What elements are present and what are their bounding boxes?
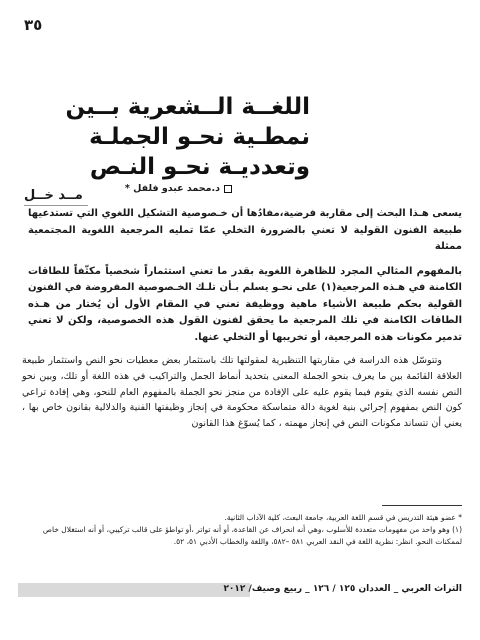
square-bullet-icon bbox=[224, 185, 232, 193]
abstract-paragraph-2: بالمفهوم المثالي المجرد للظاهرة اللغوية بقدر ما تعني استثماراً شخصياً مكثّفاً للطاقات الكامنة في هـذه المرجعية(١) على نحـو يسلم بـأن تلـك الخـصوصية المفروضة في الفنون القولية بحكم طبيعة الأشياء ماهية ووظيفة تعني في المقام الأول أن يُختار من هـذه الطاقات الكامنة في تلك المرجعية ما يحقق لفنون القول هذه الخصوصية، ولكن لا تعني تدمير مكونات هذه المرجعية، أو تخريبها أو التخلي عنها. bbox=[28, 265, 462, 343]
footnote-2: (١) وهو واحد من مفهومات متعددة للأسلوب ،وهي أنه انحراف عن القاعدة، أو أنه تواتر ،أو تواطؤ على قالب تركيبي، أو أنه استغلال خاص لممكنات النحو. انظر: نظرية اللغة في النقد العربي ٥٨١ –٥٨٢، واللغة والخطاب الأدبي ٥١، ٥٢. bbox=[42, 525, 462, 546]
body-text bbox=[22, 353, 462, 432]
article-title bbox=[65, 92, 310, 182]
author-line bbox=[125, 183, 232, 194]
abstract bbox=[28, 206, 462, 354]
footnote-separator bbox=[382, 505, 462, 506]
abstract-paragraph-1: يسعى هـذا البحث إلى مقاربة فرضية،مفادُها أن خـصوصية التشكيل اللغوي التي تستدعيها طبيعة الفنون القولية لا تعني بالضرورة التخلي عمّا تمليه المرجعية اللغوية المجتمعية ممثلة bbox=[28, 208, 462, 252]
page-number: ٣٥ bbox=[24, 16, 43, 34]
title-line-3: وتعدديـة نحـو النـص bbox=[89, 154, 310, 180]
title-line-2: نمطـية نحـو الجملـة bbox=[89, 124, 310, 150]
title-line-1: اللغــة الــشعرية بــين bbox=[65, 94, 310, 120]
body-paragraph-1: وتتوسّل هذه الدراسة في مقاربتها التنظيرية لمقولتها تلك باستثمار بعض معطيات نحو النص واستثمار طبيعة العلاقة القائمة بين ما يعرف بنحو الجملة المعنى بتحديد أنماط الجمل والتراكيب في هذه اللغة أو تلك، وبين نحو النص نفسه الذي يقوم فيما يقوم عليه على الإفادة من منجز نحو الجملة بالمفهوم العام للنحو، وهي إفادة تراعي كون النص بمفهوم إجرائي بنية لغوية دالة متماسكة محكومة في إنجاز وظيفتها الفنية والدلالية بقانون خاص بها ، يعني أن تتساند مكونات النص في إنجاز مهمته ، كما يُسوّغ هذا القانون bbox=[22, 355, 462, 430]
footnotes bbox=[22, 512, 462, 548]
author-name: د.محمد عبدو فلفل * bbox=[124, 183, 220, 194]
footnote-1: * عضو هيئة التدريس في قسم اللغة العربية، جامعة البعث، كلية الآداب الثانية. bbox=[224, 513, 462, 522]
footer-shade-bar bbox=[18, 583, 250, 597]
journal-footer: التراث العربي _ العددان ١٢٥ / ١٢٦ _ ربيع وصيف/ ٢٠١٢ bbox=[223, 584, 462, 594]
section-heading: مــد خــل bbox=[24, 188, 83, 203]
